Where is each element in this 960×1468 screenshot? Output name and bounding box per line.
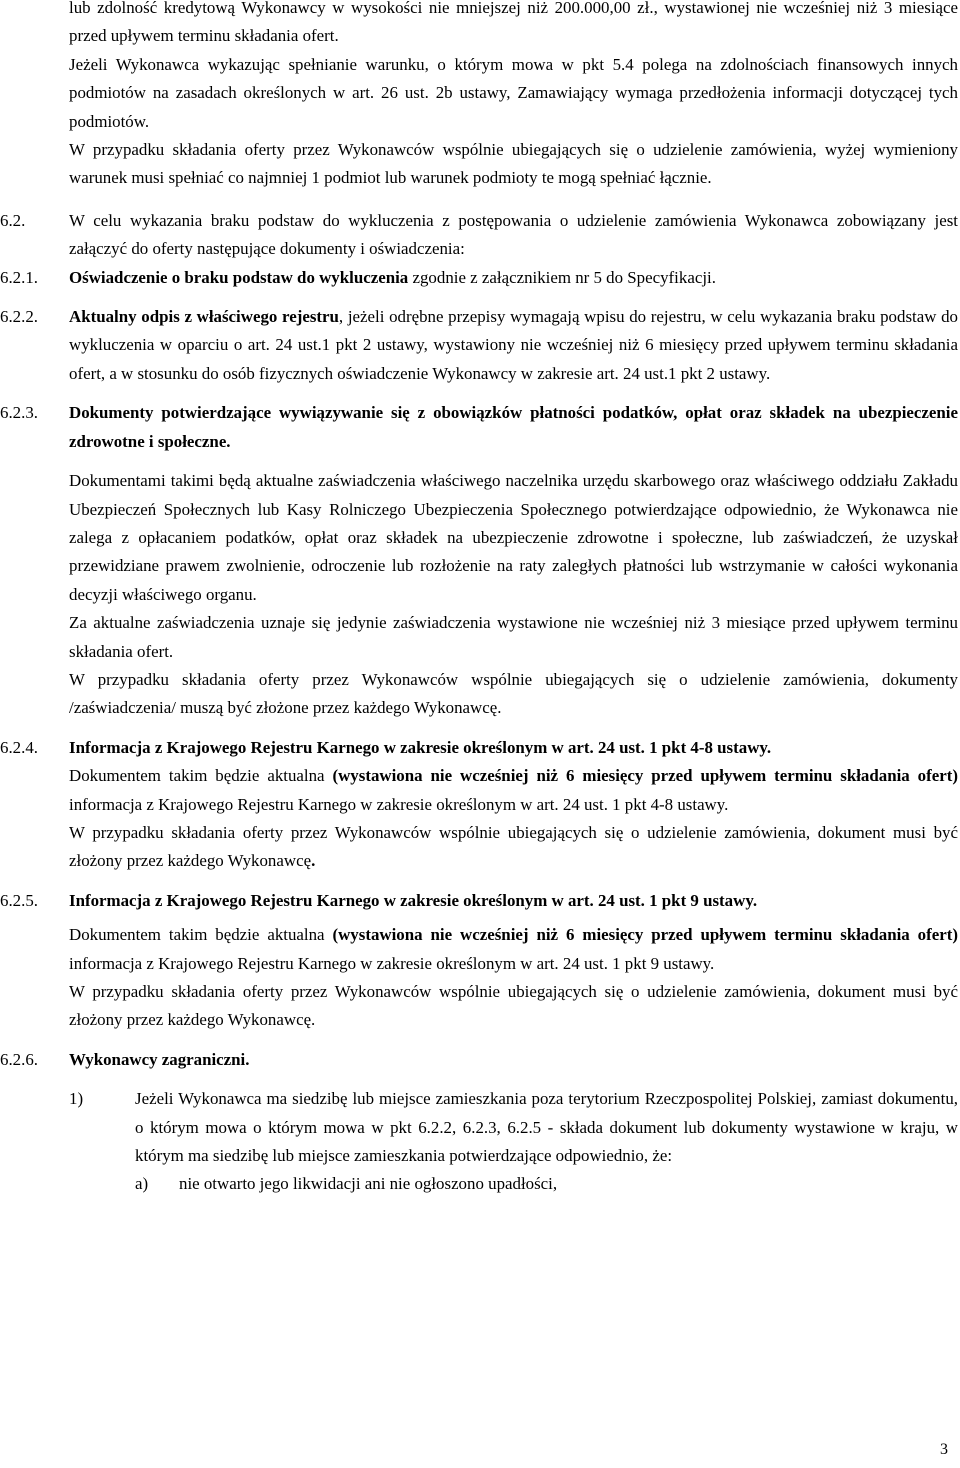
section-number: 6.2. [0,210,26,230]
section-6-2-5 [0,887,960,915]
paragraph-krk-document: Dokumentem takim będzie aktualna (wystawiona nie wcześniej niż 6 miesięcy przed upływem terminu składania ofert) informacja z Krajowego Rejestru Karnego w zakresie określonym w art. 24 ust. 1 pkt 9 ustawy. [69,925,958,973]
section-bold: Aktualny odpis z właściwego rejestru [69,307,339,327]
list-item [0,1085,960,1170]
list-text: Jeżeli Wykonawca ma siedzibę lub miejsce zamieszkania poza terytorium Rzeczpospolitej Polskiej, zamiast dokumentu, o którym mowa o którym mowa w pkt 6.2.2, 6.2.3, 6.2.5 - składa dokument lub dokumenty wystawione w kraju, w którym ma siedzibę lub miejsce zamieszkania potwierdzające odpowiednio, że: [135,1089,958,1166]
paragraph-validity: Za aktualne zaświadczenia uznaje się jedynie zaświadczenia wystawione nie wcześniej niż 3 miesiące przed upływem terminu składania ofert. [69,613,958,661]
list-number: 1) [69,1089,84,1109]
section-text: Aktualny odpis z właściwego rejestru, jeżeli odrębne przepisy wymagają wpisu do rejestru, w celu wykazania braku podstaw do wykluczenia w oparciu o art. 24 ust.1 pkt 2 ustawy, wystawiony nie wcześniej niż 6 miesięcy przed upływem terminu składania ofert, a w stosunku do osób fizycznych oświadczenie Wykonawcy w zakresie art. 24 ust.1 pkt 2 ustawy. [69,307,958,383]
section-bold: Oświadczenie o braku podstaw do wykluczenia [69,267,409,287]
paragraph-certificates: Dokumentami takimi będą aktualne zaświadczenia właściwego naczelnika urzędu skarbowego oraz właściwego oddziału Zakładu Ubezpieczeń Społecznych lub Kasy Rolniczego Ubezpieczenia Społecznego potwierdzające odpowiednio, że Wykonawca nie zalega z opłacaniem podatków, opłat oraz składek na ubezpieczenie zdrowotne i społeczne, lub zaświadczeń, że uzyskał przewidziane prawem zwolnienie, odroczenie lub rozłożenie na raty zaległych płatności lub wstrzymanie w całości wykonania decyzji właściwego organu. [69,471,958,604]
paragraph-other-entities: Jeżeli Wykonawca wykazując spełnianie warunku, o którym mowa w pkt 5.4 polega na zdolnościach finansowych innych podmiotów na zasadach określonych w art. 26 ust. 2b ustawy, Zamawiający wymaga przedłożenia informacji dotyczącej tych podmiotów. [69,54,958,131]
section-title: Dokumenty potwierdzające wywiązywanie się z obowiązków płatności podatków, opłat oraz składek na ubezpieczenie zdrowotne i społeczne. [69,403,958,451]
section-number: 6.2.3. [0,403,39,423]
section-6-2 [0,207,960,264]
sub-list-text: nie otwarto jego likwidacji ani nie ogłoszono upadłości, [179,1174,558,1194]
section-6-2-3-body [0,467,960,723]
section-title: Wykonawcy zagraniczni. [69,1049,250,1069]
section-number: 6.2.5. [0,890,39,910]
section-number: 6.2.2. [0,307,39,327]
paragraph-krk-document: Dokumentem takim będzie aktualna (wystawiona nie wcześniej niż 6 miesięcy przed upływem terminu składania ofert) informacja z Krajowego Rejestru Karnego w zakresie określonym w art. 24 ust. 1 pkt 4-8 ustawy. [69,766,958,814]
paragraph-joint-bid: W przypadku składania oferty przez Wykonawców wspólnie ubiegających się o udzielenie zamówienia, wyżej wymieniony warunek musi spełniać co najmniej 1 podmiot lub warunek podmioty te mogą spełniać łącznie. [69,140,958,188]
section-6-2-2 [0,303,960,388]
section-number: 6.2.1. [0,267,39,287]
section-6-2-4 [0,734,960,762]
section-title: Informacja z Krajowego Rejestru Karnego w zakresie określonym w art. 24 ust. 1 pkt 9 ustawy. [69,890,758,910]
paragraph-joint-documents: W przypadku składania oferty przez Wykonawców wspólnie ubiegających się o udzielenie zamówienia, dokumenty /zaświadczenia/ muszą być złożone przez każdego Wykonawcę. [69,669,958,718]
section-title: Informacja z Krajowego Rejestru Karnego w zakresie określonym w art. 24 ust. 1 pkt 4-8 ustawy. [69,737,772,757]
page-number: 3 [940,1441,948,1458]
section-text: W celu wykazania braku podstaw do wykluczenia z postępowania o udzielenie zamówienia Wykonawca zobowiązany jest załączyć do oferty następujące dokumenty i oświadczenia: [69,210,958,259]
sub-list-letter: a) [135,1174,149,1194]
section-text: Oświadczenie o braku podstaw do wykluczenia zgodnie z załącznikiem nr 5 do Specyfikacji. [69,267,716,287]
paragraph-joint-krk: W przypadku składania oferty przez Wykonawców wspólnie ubiegających się o udzielenie zamówienia, dokument musi być złożony przez każdego Wykonawcę. [69,822,958,871]
intro-section [0,0,960,193]
section-6-2-3 [0,399,960,456]
paragraph-joint-krk: W przypadku składania oferty przez Wykonawców wspólnie ubiegających się o udzielenie zamówienia, dokument musi być złożony przez każdego Wykonawcę. [69,982,958,1030]
paragraph-credit: lub zdolność kredytową Wykonawcy w wysokości nie mniejszej niż 200.000,00 zł., wystawionej nie wcześniej niż 3 miesiące przed upływem terminu składania ofert. [69,0,958,46]
section-number: 6.2.4. [0,737,39,757]
section-6-2-5-body [0,921,960,1035]
sub-list-item [0,1170,960,1198]
section-6-2-4-body [0,762,960,876]
section-6-2-6 [0,1046,960,1074]
section-number: 6.2.6. [0,1049,39,1069]
section-6-2-1 [0,264,960,292]
